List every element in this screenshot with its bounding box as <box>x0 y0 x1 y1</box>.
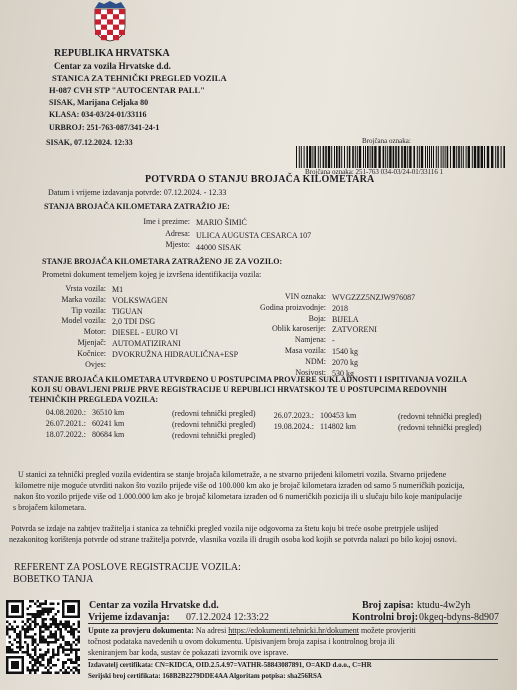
vehicle-field-label: Kočnice: <box>77 348 106 358</box>
verify-instructions-line-2: točnost podataka navedenih u ovom dokumentu. Upisivanjem broja zapisa i kontrolnog broja ili <box>88 637 395 646</box>
record-number: ktudu-4w2yh <box>417 600 471 611</box>
note-2-line-2: nezakonitog korištenja potvrde od strane tražitelja potvrde, vlasnika vozila ili drugih osoba kod kojih se potvrda nalazi po bilo kojoj osnovi. <box>9 535 457 544</box>
vehicle-field-value: DVOKRUŽNA HIDRAULIČNA+ESP <box>112 349 239 359</box>
station-id: H-087 CVH STP "AUTOCENTAR PALL" <box>49 85 205 95</box>
vehicle-field-label: Masa vozila: <box>284 346 326 355</box>
reading-type: (redovni tehnički pregled) <box>172 431 256 440</box>
requester-name: MARIO ŠIMIĆ <box>196 218 247 227</box>
certificate-issuer: Izdavatelj certifikata: CN=KIDCA, OID.2.5.4.97=VATHR-58843087891, O=AKD d.o.o., C=HR <box>88 661 372 669</box>
country-name: REPUBLIKA HRVATSKA <box>54 48 170 59</box>
vehicle-field-value: 530 kg <box>332 368 354 378</box>
vehicle-field-label: Mjenjač: <box>77 338 106 347</box>
document-barcode <box>296 146 508 168</box>
vehicle-field-label: Tip vozila: <box>71 305 106 315</box>
center-name: Centar za vozila Hrvatske d.d. <box>54 61 171 71</box>
urbroj: URBROJ: 251-763-087/341-24-1 <box>49 123 160 132</box>
issue-datetime: Datum i vrijeme izdavanja potvrde: 07.12.2024. - 12.33 <box>48 188 227 197</box>
verify-url-link[interactable]: https://edokumenti.tehnicki.hr/dokument <box>228 626 359 635</box>
verify-instructions-line-1 <box>88 626 416 635</box>
odometer-heading-1: STANJE BROJAČA KILOMETARA UTVRĐENO U POSTUPCIMA PROVJERE SUKLADNOSTI I ISPITIVANJA VOZILA <box>33 375 467 384</box>
requester-place-label: Mjesto: <box>165 240 190 249</box>
vehicle-field-value: 2070 kg <box>332 357 358 367</box>
odometer-heading-2: KOJI SU OBAVLJENI PRIJE PRVE REGISTRACIJE U REPUBLICI HRVATSKOJ TE U POSTUPCIMA REDOVNIH <box>31 385 447 394</box>
note-2-line-1: Potvrda se izdaje na zahtjev tražitelja i stanica za tehnički pregled vozila nije odgovorna za štetu koju bi treće osobe pretrpjele uslijed <box>11 524 439 533</box>
reading-km: 114802 km <box>320 422 356 431</box>
reading-date: 26.07.2023.: <box>273 411 314 420</box>
vehicle-field-value: AUTOMATIZIRANI <box>112 339 181 348</box>
control-label: Kontrolni broj: <box>352 612 419 623</box>
vehicle-field-label: Godina proizvodnje: <box>260 302 326 312</box>
requester-heading: STANJA BROJAČA KILOMETARA ZATRAŽIO JE: <box>44 202 230 211</box>
vehicle-field-value: 2,0 TDI DSG <box>112 317 156 327</box>
vehicle-field-label: VIN oznaka: <box>284 292 326 301</box>
barcode-label-top: Brojčana oznaka: <box>362 137 411 145</box>
croatian-coat-of-arms <box>93 0 127 42</box>
reading-type: (redovni tehnički pregled) <box>398 412 482 421</box>
vehicle-field-value: VOLKSWAGEN <box>112 295 168 305</box>
requester-name-label: Ime i prezime: <box>143 217 190 226</box>
reading-type: (redovni tehnički pregled) <box>398 423 482 432</box>
station-name: STANICA ZA TEHNIČKI PREGLED VOZILA <box>52 73 227 83</box>
vehicle-subheading: Prometni dokument temeljem kojeg je izvršena identifikacija vozila: <box>42 270 262 279</box>
vehicle-field-label: Vrsta vozila: <box>65 284 106 293</box>
record-label: Broj zapisa: <box>362 600 414 611</box>
certificate-serial: Serijski broj certifikata: 168B2B2279DDE4AA Algoritam potpisa: sha256RSA <box>88 672 322 680</box>
reading-type: (redovni tehnički pregled) <box>172 420 256 429</box>
vehicle-field-label: Namjena: <box>294 335 326 345</box>
vehicle-field-value: M1 <box>112 285 124 294</box>
reading-date: 04.08.2020.: <box>45 408 86 417</box>
vehicle-field-label: NDM: <box>305 356 326 366</box>
vehicle-field-value: 1540 kg <box>332 347 358 356</box>
document-title: POTVRDA O STANJU BROJAČA KILOMETARA <box>145 174 375 185</box>
vehicle-field-label: Ovjes: <box>85 359 106 369</box>
station-address: SISAK, Marijana Celjaka 80 <box>49 98 149 107</box>
footer-divider-1 <box>88 623 498 624</box>
requester-address: ULICA AUGUSTA CESARCA 107 <box>196 231 312 240</box>
vehicle-field-value: - <box>332 336 335 346</box>
issue-time-value: 07.12.2024 12:33:22 <box>186 612 270 623</box>
note-1-line-2: kilometre nije moguće utvrditi nakon što vozilo prijeđe više od 100.000 km ako je brojač kilometara izrađen od samo 5 numeričkih pozicija, <box>15 481 465 490</box>
vehicle-field-label: Motor: <box>83 327 106 337</box>
vehicle-field-value: DIESEL - EURO VI <box>112 328 178 338</box>
verify-instructions-title: Upute za provjeru dokumenta: <box>88 626 194 635</box>
vehicle-field-value: BIJELA <box>332 314 359 324</box>
vehicle-field-value: TIGUAN <box>112 306 143 316</box>
vehicle-field-value: WVGZZZ5NZJW976087 <box>332 293 416 302</box>
reading-km: 80684 km <box>92 430 125 439</box>
place-date: SISAK, 07.12.2024. 12:33 <box>46 138 133 147</box>
issue-time-label: Vrijeme izdavanja: <box>88 612 170 623</box>
requester-address-label: Adresa: <box>165 229 190 238</box>
klasa: KLASA: 034-03/24-01/33116 <box>49 110 147 119</box>
verification-qr-code <box>6 600 80 674</box>
barcode-label: Brojčana oznaka: 251-763 034-03/24-01/33116 1 <box>305 168 444 176</box>
vehicle-field-label: Model vozila: <box>61 316 106 326</box>
reading-date: 18.07.2022.: <box>45 430 86 439</box>
vehicle-field-value: ZATVORENI <box>332 325 377 335</box>
verify-instructions-text: Na adresi <box>195 626 227 635</box>
vehicle-field-label: Boja: <box>308 313 326 323</box>
reading-date: 26.07.2021.: <box>45 419 86 428</box>
reading-date: 19.08.2024.: <box>273 422 314 431</box>
referent-name: BOBETKO TANJA <box>13 574 94 585</box>
referent-label: REFERENT ZA POSLOVE REGISTRACIJE VOZILA: <box>14 562 241 573</box>
vehicle-field-label: Oblik karoserije: <box>272 324 326 334</box>
note-1-line-3: nakon što vozilo prijeđe više od 1.000.000 km ako je brojač kilometara izrađen od 6 numeričkih pozicija ili u slučaju bilo koje manipulacije <box>14 492 462 501</box>
vehicle-field-value: 2018 <box>332 303 348 313</box>
reading-km: 100453 km <box>320 411 357 420</box>
note-1-line-1: U stanici za tehnički pregled vozila evidentira se stanje brojača kilometraže, a ne stvarno prijeđeni kilometri vozila. Stvarno prijeđene <box>18 470 447 479</box>
vehicle-field-label: Marka vozila: <box>61 294 106 304</box>
control-number: 0kgeq-bdyns-8d907 <box>419 612 499 623</box>
requester-place: 44000 SISAK <box>196 243 242 252</box>
vehicle-field-label: Nosivost: <box>295 367 326 377</box>
verify-instructions-line-3: skeniranjem bar koda, sustav će pokazati izvornik ove isprave. <box>88 648 289 657</box>
reading-type: (redovni tehnički pregled) <box>172 409 256 418</box>
reading-km: 36510 km <box>92 408 125 417</box>
note-1-line-4: s brojačem kilometara. <box>13 503 87 512</box>
footer-divider-2 <box>88 659 498 660</box>
vehicle-heading: STANJE BROJAČA KILOMETARA ZATRAŽENO JE ZA VOZILO: <box>42 257 283 266</box>
odometer-heading-3: TEHNIČKIH PREGLEDA VOZILA: <box>29 395 159 404</box>
verify-instructions-end: možete provjeriti <box>360 626 416 635</box>
reading-km: 60241 km <box>92 419 125 428</box>
footer-center: Centar za vozila Hrvatske d.d. <box>89 600 219 611</box>
